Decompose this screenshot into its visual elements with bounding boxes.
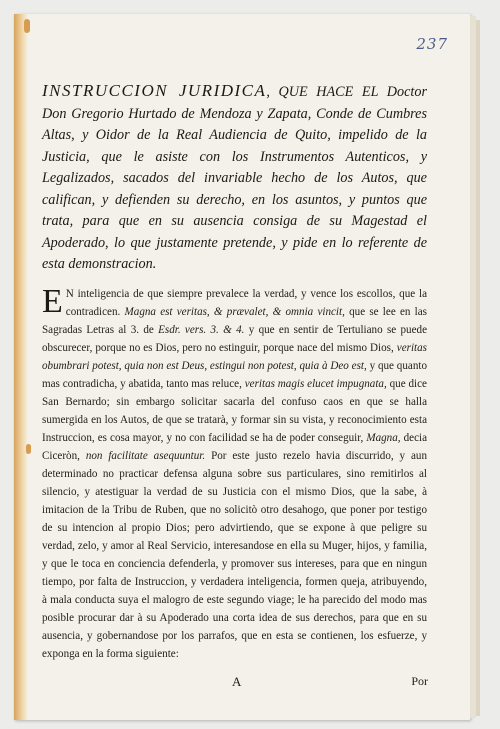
body-text-2: que se lee en las Sagradas Letras al 3. de (42, 306, 427, 336)
signature-mark: A (232, 674, 242, 689)
stain-mark (24, 19, 30, 33)
body-text-5: que dice San Bernardo; sin embargo solicitar sacarla del confuso caos en que se halla sumergida en los Autos, de que se tratarà, y formar sin su vista, y reconocimiento esta Instruccion, es cosa mayor, y no con facilidad se ha de poder conseguir, (42, 378, 427, 444)
body-text-7: Por este justo rezelo havia discurrido, y aun determinado no practicar defensa alguna sobre sus particulares, sino remitirlos al silencio, y atestiguar la verdad de su Justicia con el mismo Dios, que la sabe, à imitacion de la Tribu de Ruben, que no solicitò otro desahogo, que poner por testigo de su intencion al propio Dios; pero advirtiendo, que se expone à que peligre su verdad, zelo, y amor al Real Servicio, interesandose en ella su Muger, hijos, y familia, y que le toca en conciencia defenderla, y promover sus intereses, para que en ningun tiempo, por falta de Instruccion, y verdadera inteligencia, formen queja, atribuyendo, à mala conducta suya el malogro de este segundo viage; le ha parecido del modo mas posible procurar dar à su Apoderado una corta idea de sus derechos, para que en su ausencia, y gobernandose por los parrafos, que en esta se contienen, los esfuerze, y exponga en la forma siguiente: (42, 450, 428, 660)
binding-stain (14, 14, 28, 720)
drop-capital: E (42, 283, 63, 320)
page-number: 237 (416, 35, 448, 53)
body-paragraph (42, 285, 427, 663)
body-text-4: y que quanto mas contradicha, y abatida, tanto mas reluce, (42, 360, 427, 390)
latin-quote-5: Magna, (366, 432, 401, 444)
title-lead: INSTRUCCION JURIDICA (42, 81, 267, 100)
latin-quote-4: veritas magis elucet impugnata, (244, 378, 387, 390)
document-page (14, 14, 470, 720)
title-rest: , QUE HACE EL Doctor Don Gregorio Hurtado de Mendoza y Zapata, Conde de Cumbres Altas, y Oidor de la Real Audiencia de Quito, impelido de la Justicia, que le asiste con los Instrumentos Autenticos, y Legalizados, sacados del invariable hecho de los Autos, que califican, y defienden su derecho, en los asuntos, y puntos que trata, para que en su ausencia consiga de su Magestad el Apoderado, lo que justamente pretende, y pide en lo referente de esta demonstracion. (42, 84, 427, 272)
page-edge-back (476, 20, 480, 716)
stain-mark (26, 444, 31, 454)
latin-quote-2: Esdr. vers. 3. & 4. (158, 324, 245, 336)
body-text-1: N inteligencia de que siempre prevalece la verdad, y vence los escollos, que la contradicen. (65, 288, 427, 318)
body-text-6: decia Ciceròn, (42, 432, 428, 462)
latin-quote-3: veritas obumbrari potest, quia non est Deus, estingui non potest, quia à Deo est, (42, 342, 427, 372)
latin-quote-1: Magna est veritas, & prævalet, & omnia vincit, (124, 306, 345, 318)
latin-quote-6: non facilitate asequuntur. (85, 450, 206, 462)
document-title (42, 80, 427, 276)
catchword: Por (411, 674, 428, 688)
body-text-3: y que en sentir de Tertuliano se puede obscurecer, porque no es Dios, pero no estinguir, porque nace del mismo Dios, (42, 324, 428, 354)
